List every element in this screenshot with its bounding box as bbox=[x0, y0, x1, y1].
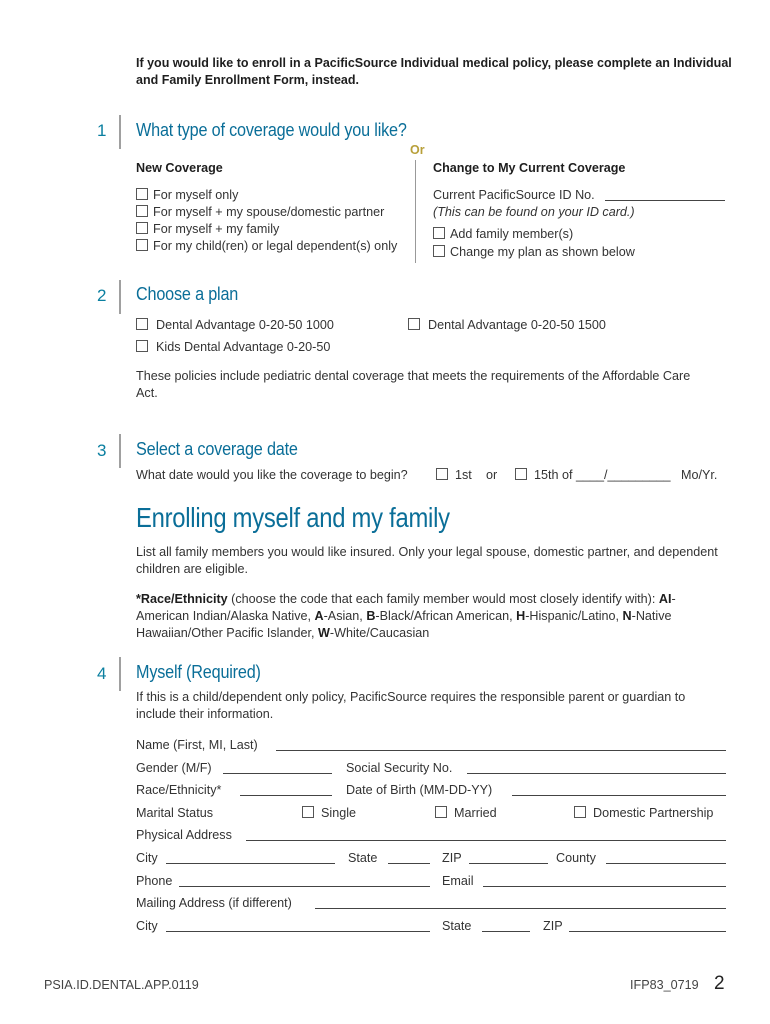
enrolling-title: Enrolling myself and my family bbox=[136, 502, 450, 533]
marital-single[interactable]: Single bbox=[302, 806, 356, 820]
new-coverage-heading: New Coverage bbox=[136, 161, 223, 175]
section-4-number: 4 bbox=[97, 664, 107, 683]
marital-label: Marital Status bbox=[136, 806, 213, 820]
section-2-bar bbox=[119, 280, 121, 314]
name-label: Name (First, MI, Last) bbox=[136, 738, 258, 752]
city-label: City bbox=[136, 851, 158, 865]
option-myself-only[interactable]: For myself only bbox=[136, 188, 238, 202]
footer-form-code: PSIA.ID.DENTAL.APP.0119 bbox=[44, 978, 199, 992]
coverage-divider bbox=[415, 160, 416, 263]
mailing-zip-label: ZIP bbox=[543, 919, 563, 933]
or-label: Or bbox=[410, 143, 425, 157]
ssn-label: Social Security No. bbox=[346, 761, 453, 775]
gender-field[interactable] bbox=[223, 773, 332, 774]
current-id-field[interactable] bbox=[605, 200, 725, 201]
section-2-title: Choose a plan bbox=[136, 284, 239, 304]
mailing-city-field[interactable] bbox=[166, 931, 430, 932]
checkbox[interactable] bbox=[433, 245, 445, 257]
change-coverage-heading: Change to My Current Coverage bbox=[433, 161, 626, 175]
name-field[interactable] bbox=[276, 750, 726, 751]
race-field[interactable] bbox=[240, 795, 332, 796]
intro-note: If you would like to enroll in a PacificSource Individual medical policy, please complete an Individual and Family Enrollment Form, instead. bbox=[136, 56, 732, 87]
checkbox[interactable] bbox=[574, 806, 586, 818]
mailing-state-label: State bbox=[442, 919, 472, 933]
mailing-label: Mailing Address (if different) bbox=[136, 896, 292, 910]
checkbox[interactable] bbox=[433, 227, 445, 239]
city-field[interactable] bbox=[166, 863, 335, 864]
option-children-only[interactable]: For my child(ren) or legal dependent(s) only bbox=[136, 239, 397, 253]
section-4-desc: If this is a child/dependent only policy, PacificSource requires the responsible parent or guardian to include their information. bbox=[136, 690, 686, 721]
plan-kids-dental[interactable]: Kids Dental Advantage 0-20-50 bbox=[136, 340, 330, 354]
id-hint: (This can be found on your ID card.) bbox=[433, 205, 635, 219]
section-4-bar bbox=[119, 657, 121, 691]
coverage-date-question: What date would you like the coverage to begin? bbox=[136, 468, 408, 482]
email-label: Email bbox=[442, 874, 474, 888]
mailing-state-field[interactable] bbox=[482, 931, 530, 932]
checkbox[interactable] bbox=[136, 205, 148, 217]
mailing-field[interactable] bbox=[315, 908, 726, 909]
section-1-bar bbox=[119, 115, 121, 149]
plan-dental-1500[interactable]: Dental Advantage 0-20-50 1500 bbox=[408, 318, 606, 332]
section-1-title: What type of coverage would you like? bbox=[136, 120, 407, 140]
zip-label: ZIP bbox=[442, 851, 462, 865]
checkbox[interactable] bbox=[136, 222, 148, 234]
option-change-plan[interactable]: Change my plan as shown below bbox=[433, 245, 635, 259]
current-id-label: Current PacificSource ID No. bbox=[433, 188, 595, 202]
county-field[interactable] bbox=[606, 863, 726, 864]
phone-label: Phone bbox=[136, 874, 173, 888]
date-option-15th[interactable]: 15th of ____/_________ bbox=[515, 468, 671, 482]
plan-note: These policies include pediatric dental coverage that meets the requirements of the Affordable Care Act. bbox=[136, 369, 691, 400]
ssn-field[interactable] bbox=[467, 773, 726, 774]
or-word: or bbox=[486, 468, 498, 482]
dob-label: Date of Birth (MM-DD-YY) bbox=[346, 783, 493, 797]
date-option-1st[interactable]: 1st bbox=[436, 468, 472, 482]
race-label: Race/Ethnicity* bbox=[136, 783, 222, 797]
section-3-title: Select a coverage date bbox=[136, 439, 298, 459]
page-number: 2 bbox=[714, 973, 725, 994]
option-myself-spouse[interactable]: For myself + my spouse/domestic partner bbox=[136, 205, 384, 219]
checkbox[interactable] bbox=[136, 318, 148, 330]
checkbox[interactable] bbox=[435, 806, 447, 818]
phone-field[interactable] bbox=[179, 886, 430, 887]
checkbox[interactable] bbox=[436, 468, 448, 480]
race-codes-note: *Race/Ethnicity (choose the code that each family member would most closely identify with): AI-American Indian/Alaska Native, A-Asian, B-Black/African American, H-Hispanic/Latino, N-Native Hawaiian/Other Pacific Islander, W-White/Caucasian bbox=[136, 592, 676, 640]
checkbox[interactable] bbox=[302, 806, 314, 818]
checkbox[interactable] bbox=[136, 188, 148, 200]
county-label: County bbox=[556, 851, 596, 865]
zip-field[interactable] bbox=[469, 863, 548, 864]
section-1-number: 1 bbox=[97, 121, 107, 140]
dob-field[interactable] bbox=[512, 795, 726, 796]
checkbox[interactable] bbox=[515, 468, 527, 480]
email-field[interactable] bbox=[483, 886, 726, 887]
state-field[interactable] bbox=[388, 863, 430, 864]
section-4-title: Myself (Required) bbox=[136, 662, 261, 682]
marital-married[interactable]: Married bbox=[435, 806, 497, 820]
marital-domestic[interactable]: Domestic Partnership bbox=[574, 806, 713, 820]
checkbox[interactable] bbox=[136, 340, 148, 352]
address-field[interactable] bbox=[246, 840, 726, 841]
section-3-bar bbox=[119, 434, 121, 468]
mailing-city-label: City bbox=[136, 919, 158, 933]
option-myself-family[interactable]: For myself + my family bbox=[136, 222, 279, 236]
checkbox[interactable] bbox=[408, 318, 420, 330]
plan-dental-1000[interactable]: Dental Advantage 0-20-50 1000 bbox=[136, 318, 334, 332]
checkbox[interactable] bbox=[136, 239, 148, 251]
option-add-family[interactable]: Add family member(s) bbox=[433, 227, 573, 241]
section-2-number: 2 bbox=[97, 286, 107, 305]
mo-yr-label: Mo/Yr. bbox=[681, 468, 718, 482]
footer-form-id: IFP83_0719 bbox=[630, 978, 699, 992]
address-label: Physical Address bbox=[136, 828, 232, 842]
section-3-number: 3 bbox=[97, 441, 107, 460]
state-label: State bbox=[348, 851, 378, 865]
enrolling-desc: List all family members you would like insured. Only your legal spouse, domestic partner, and dependent children are eligible. bbox=[136, 545, 718, 576]
gender-label: Gender (M/F) bbox=[136, 761, 212, 775]
mailing-zip-field[interactable] bbox=[569, 931, 726, 932]
